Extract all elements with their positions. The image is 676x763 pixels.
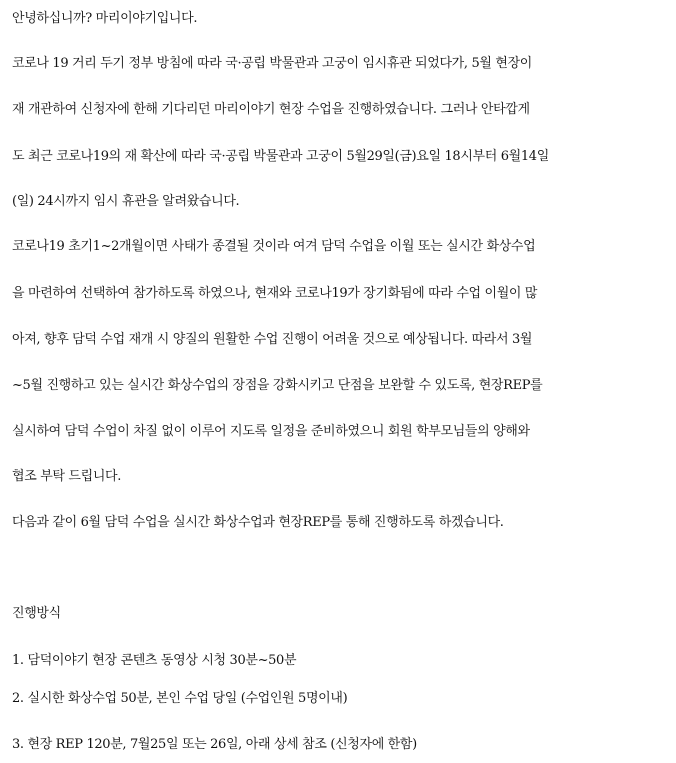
paragraph2-line-4: ~5월 진행하고 있는 실시간 화상수업의 장점을 강화시키고 단점을 보완할 수 있도록, 현장REP를	[12, 378, 543, 393]
paragraph2-line-3: 아져, 향후 담덕 수업 재개 시 양질의 원활한 수업 진행이 어려울 것으로 예상됩니다. 따라서 3월	[12, 332, 533, 347]
paragraph1-line-3: 도 최근 코로나19의 재 확산에 따라 국·공립 박물관과 고궁이 5월29일(금)요일 18시부터 6월14일	[12, 149, 549, 164]
method-item-3: 3. 현장 REP 120분, 7월25일 또는 26일, 아래 상세 참조 (신청자에 한함)	[12, 737, 417, 752]
paragraph1-line-1: 코로나 19 거리 두기 정부 방침에 따라 국·공립 박물관과 고궁이 임시휴관 되었다가, 5월 현장이	[12, 56, 532, 71]
paragraph3-line: 다음과 같이 6월 담덕 수업을 실시간 화상수업과 현장REP를 통해 진행하도록 하겠습니다.	[12, 515, 504, 530]
method-item-2: 2. 실시한 화상수업 50분, 본인 수업 당일 (수업인원 5명이내)	[12, 691, 348, 706]
paragraph2-line-6: 협조 부탁 드립니다.	[12, 469, 122, 484]
paragraph2-line-5: 실시하여 담덕 수업이 차질 없이 이루어 지도록 일정을 준비하였으니 회원 학부모님들의 양해와	[12, 424, 530, 439]
method-item-1: 1. 담덕이야기 현장 콘텐츠 동영상 시청 30분~50분	[12, 653, 297, 668]
paragraph1-line-4: (일) 24시까지 임시 휴관을 알려왔습니다.	[12, 194, 240, 209]
paragraph2-line-2: 을 마련하여 선택하여 참가하도록 하였으나, 현재와 코로나19가 장기화됨에 따라 수업 이월이 많	[12, 286, 538, 301]
greeting-line: 안녕하십니까? 마리이야기입니다.	[12, 11, 198, 26]
paragraph1-line-2: 재 개관하여 신청자에 한해 기다리던 마리이야기 현장 수업을 진행하였습니다. 그러나 안타깝게	[12, 102, 530, 117]
paragraph2-line-1: 코로나19 초기1~2개월이면 사태가 종결될 것이라 여겨 담덕 수업을 이월 또는 실시간 화상수업	[12, 239, 536, 254]
method-heading: 진행방식	[12, 606, 61, 621]
